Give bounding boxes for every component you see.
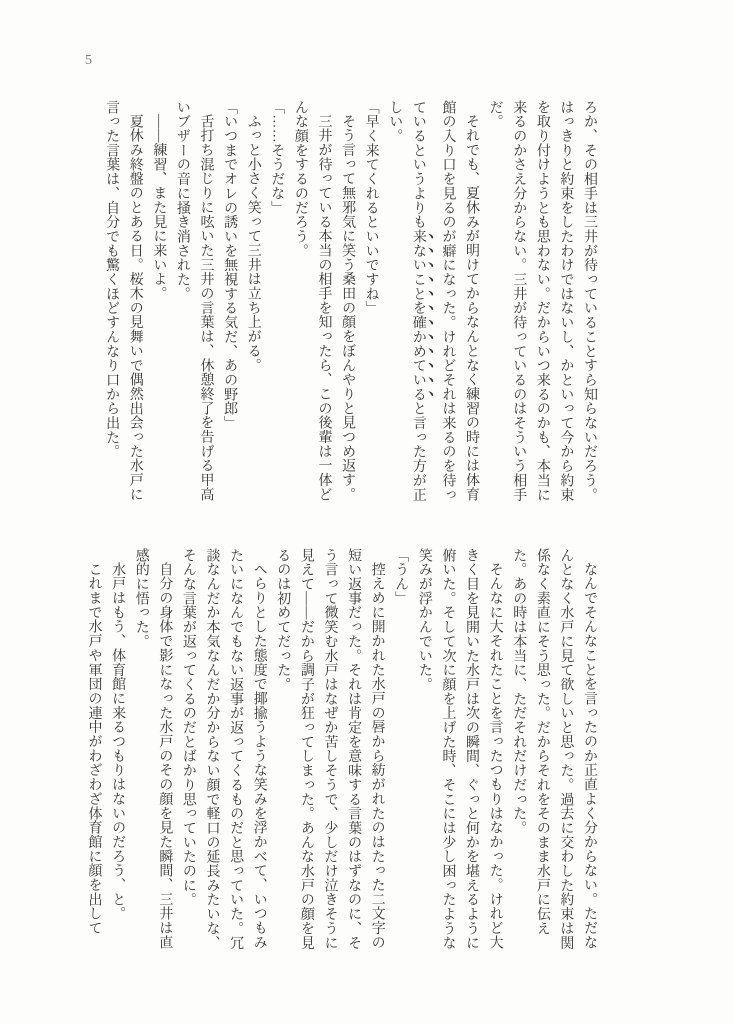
paragraph [359, 100, 383, 504]
text-run: 「いつまでオレの誘いを無視する気だ、あの野郎」 [222, 100, 238, 431]
lower-text-block [82, 548, 601, 954]
text-run: そう言って無邪気に笑う桑田の顔をぼんやりと見つめ返す。 [340, 114, 356, 502]
paragraph [241, 100, 265, 504]
text-run: 舌打ち混じりに呟いた三井の言葉は、休憩終了を告げる甲高いブザーの音に掻き消された。 [174, 100, 214, 502]
paragraph [271, 548, 389, 954]
text-run: なんでそんなことを言ったのか正直よく分からない。ただなんとなく水戸に見て欲しいと思った。過去に交わした約束は関係なく素直にそう思った。だからそれをそのまま水戸に伝えた。あの時は本当に、ただそれだけだった。 [511, 548, 597, 950]
paragraph [218, 100, 242, 504]
paragraph [288, 100, 335, 504]
upper-text-block [100, 100, 601, 504]
paragraph [100, 100, 147, 504]
text-run: 夏休み終盤のとある日。桜木の見舞いで偶然出会った水戸に言った言葉は、自分でも驚くほどすんなり口から出た。 [104, 100, 143, 502]
text-run: 控えめに開かれた水戸の唇から紡がれたのはたった二文字の短い返事だった。それは肯定を意味する言葉のはずなのに、そう言って微笑む水戸はなぜか苦しそうで、少しだけ泣きそうに見えて――だから調子が狂ってしまった。あんな水戸の顔を見るのは初めてだった。 [275, 548, 385, 950]
text-run: ふっと小さく笑って三井は立ち上がる。 [245, 114, 261, 373]
text-run: 水戸はもう、体育館に来るつもりはないのだろう、と。 [110, 562, 126, 921]
paragraph [176, 548, 270, 954]
text-run: そんなに大それたことを言ったつもりはなかった。けれど大きく目を見開いた水戸は次の瞬間、ぐっと何かを堪えるように俯いた。そして次に顔を上げた時、そこには少し困ったような笑みが浮かんでいた。 [416, 548, 503, 950]
text-run: ――練習、また見に来いよ。 [151, 114, 167, 301]
paragraph [412, 548, 506, 954]
page-number: 5 [85, 53, 92, 68]
text-run: 「うん」 [393, 548, 409, 606]
paragraph [389, 548, 413, 954]
text-run: 「……そうだな」 [269, 100, 285, 215]
text-run: 自分の身体で影になった水戸のその顔を見た瞬間、三井は直感的に悟った。 [133, 548, 173, 950]
paragraph [265, 100, 289, 504]
paragraph [106, 548, 130, 954]
text-run: それでも、夏休みが明けてからなんとなく練習の時には体育館の入り口を見るのが癖になった。けれどそれは来るのを待っているというよりも [410, 100, 480, 502]
paragraph [129, 548, 176, 954]
paragraph [335, 100, 359, 504]
paragraph [170, 100, 217, 504]
text-run: へらりとした態度で揶揄うような笑みを浮かべて、いつもみたいになんでもない返事が返ってくるものだと思っていた。冗談なんだか本気なんだか分からない顔で軽口の延長みたいな、そんな言葉が返ってくるのだとばかり思っていたのに。 [180, 548, 267, 950]
text-run: ろか、その相手は三井が待っていることすら知らないだろう。はっきりと約束をしたわけではないし、かといって今から約束を取り付けようとも思わない。だからいつ来るのかも、本当に来るのかさえ分からない。三井が待っているのはそういう相手だ。 [487, 100, 597, 502]
text-run: 「早く来てくれるといいですね」 [363, 100, 379, 316]
paragraph [147, 100, 171, 504]
emphasized-text: 来ないことを確かめている [410, 229, 426, 402]
paragraph [507, 548, 601, 954]
paragraph [82, 548, 106, 954]
text-run: これまで水戸や軍団の連中がわざわざ体育館に顔を出して [86, 562, 102, 936]
paragraph [383, 100, 483, 504]
paragraph [483, 100, 601, 504]
text-run: 三井が待っている本当の相手を知ったら、この後輩は一体どんな顔をするのだろう。 [292, 100, 332, 502]
text-run: と言った方が正しい。 [387, 100, 426, 502]
